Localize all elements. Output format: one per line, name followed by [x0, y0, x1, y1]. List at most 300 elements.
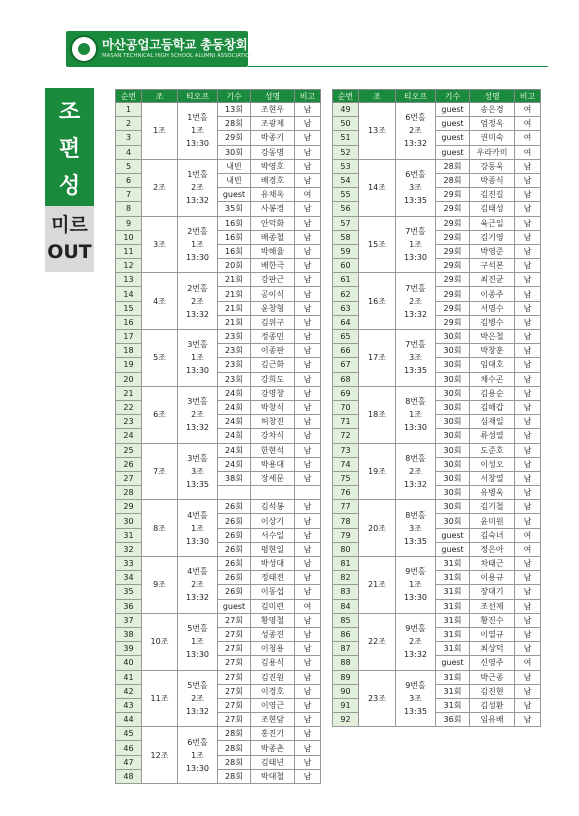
player-name: 김용식 [251, 656, 295, 670]
row-number: 59 [333, 244, 359, 258]
note: 남 [295, 571, 321, 585]
class-year: 31회 [436, 571, 470, 585]
player-name: 강차식 [251, 429, 295, 443]
tee-off-line: 13:32 [403, 139, 428, 149]
note: 남 [515, 642, 541, 656]
tee-off-line: 13:30 [185, 763, 210, 773]
group-label: 1조 [142, 103, 178, 160]
row-number: 23 [116, 415, 142, 429]
note: 남 [515, 471, 541, 485]
player-name: 최진균 [470, 273, 515, 287]
row-number: 71 [333, 415, 359, 429]
table-row [333, 557, 541, 571]
class-year: 29회 [436, 315, 470, 329]
tee-off-line: 3번홀 [187, 340, 208, 350]
class-year: 28회 [218, 769, 251, 783]
group-label: 11조 [142, 670, 178, 727]
side-title [45, 88, 94, 206]
note: 여 [295, 188, 321, 202]
player-name: 장세문 [251, 471, 295, 485]
table-row [116, 386, 321, 400]
class-year: 30회 [436, 386, 470, 400]
player-name: 안덕화 [251, 216, 295, 230]
player-name: 김병수 [470, 315, 515, 329]
note: 남 [515, 557, 541, 571]
note: 남 [295, 755, 321, 769]
player-name: 윤미원 [470, 514, 515, 528]
row-number: 84 [333, 599, 359, 613]
column-header: 기수 [436, 90, 470, 103]
tee-off-line: 2조 [191, 580, 204, 590]
tee-off-line: 9번홀 [405, 624, 426, 634]
table-row [116, 216, 321, 230]
player-name: 강판근 [251, 273, 295, 287]
player-name: 이열규 [470, 627, 515, 641]
note: 남 [515, 173, 541, 187]
note: 남 [515, 698, 541, 712]
class-year: 30회 [436, 486, 470, 500]
tee-off-line: 6번홀 [405, 170, 426, 180]
class-year: 26회 [218, 514, 251, 528]
class-year: 21회 [218, 273, 251, 287]
row-number: 12 [116, 259, 142, 273]
row-number: 31 [116, 528, 142, 542]
class-year: guest [436, 656, 470, 670]
row-number: 75 [333, 471, 359, 485]
player-name: 우라카미 [470, 145, 515, 159]
class-year: 24회 [218, 443, 251, 457]
note: 남 [295, 457, 321, 471]
tee-off-cell [178, 386, 218, 443]
row-number: 57 [333, 216, 359, 230]
player-name: 조선제 [470, 599, 515, 613]
row-number: 45 [116, 727, 142, 741]
tee-off-line: 1조 [409, 580, 422, 590]
class-year: 26회 [218, 542, 251, 556]
table-row [333, 159, 541, 173]
tee-off-line: 5번홀 [187, 680, 208, 690]
note: 남 [515, 443, 541, 457]
tee-off-line: 13:35 [403, 706, 428, 716]
tee-off-line: 2조 [191, 183, 204, 193]
row-number: 28 [116, 486, 142, 500]
class-year: 29회 [436, 273, 470, 287]
note: 남 [515, 500, 541, 514]
class-year: 26회 [218, 571, 251, 585]
row-number: 67 [333, 358, 359, 372]
class-year: 26회 [218, 500, 251, 514]
player-name: 박종촌 [251, 741, 295, 755]
tee-off-line: 13:32 [403, 309, 428, 319]
tee-off-line: 1조 [191, 353, 204, 363]
player-name: 김성환 [470, 698, 515, 712]
tee-off-cell [396, 613, 436, 670]
row-number: 20 [116, 372, 142, 386]
note: 여 [515, 145, 541, 159]
class-year: 29회 [436, 202, 470, 216]
row-number: 14 [116, 287, 142, 301]
row-number: 52 [333, 145, 359, 159]
note: 여 [515, 131, 541, 145]
row-number: 33 [116, 557, 142, 571]
class-year: 29회 [436, 301, 470, 315]
player-name: 유채옥 [251, 188, 295, 202]
class-year: 16회 [218, 216, 251, 230]
table-row [333, 330, 541, 344]
table-row [333, 103, 541, 117]
note: 남 [295, 330, 321, 344]
player-name: 이종판 [251, 344, 295, 358]
class-year: 23회 [218, 344, 251, 358]
player-name: 박대철 [251, 769, 295, 783]
note: 남 [295, 528, 321, 542]
tee-off-line: 13:35 [403, 196, 428, 206]
row-number: 64 [333, 315, 359, 329]
note: 남 [515, 514, 541, 528]
tee-off-line: 13:30 [403, 252, 428, 262]
row-number: 5 [116, 159, 142, 173]
class-year: 31회 [436, 599, 470, 613]
table-row [333, 670, 541, 684]
player-name: 김태성 [470, 202, 515, 216]
tee-off-cell [396, 386, 436, 443]
class-year: 31회 [436, 684, 470, 698]
row-number: 80 [333, 542, 359, 556]
player-name: 서수일 [251, 528, 295, 542]
player-name: 류성열 [470, 429, 515, 443]
tee-off-line: 3번홀 [187, 453, 208, 463]
player-name: 홍진기 [251, 727, 295, 741]
row-number: 19 [116, 358, 142, 372]
group-label: 8조 [142, 500, 178, 557]
player-name: 박창훈 [470, 344, 515, 358]
group-label: 9조 [142, 557, 178, 614]
row-number: 41 [116, 670, 142, 684]
note: 남 [295, 117, 321, 131]
note: 남 [515, 386, 541, 400]
note: 남 [515, 486, 541, 500]
row-number: 16 [116, 315, 142, 329]
note: 남 [515, 372, 541, 386]
player-name: 박해율 [251, 244, 295, 258]
note: 남 [295, 173, 321, 187]
player-name: 박영준 [470, 244, 515, 258]
row-number: 48 [116, 769, 142, 783]
player-name: 이상기 [251, 514, 295, 528]
class-year: guest [218, 599, 251, 613]
row-number: 24 [116, 429, 142, 443]
row-number: 83 [333, 585, 359, 599]
class-year: 21회 [218, 315, 251, 329]
player-name: 이종주 [470, 287, 515, 301]
player-name: 이용규 [470, 571, 515, 585]
note: 남 [295, 727, 321, 741]
player-name: 김미련 [251, 599, 295, 613]
player-name: 김해갑 [470, 400, 515, 414]
row-number: 13 [116, 273, 142, 287]
class-year: 30회 [436, 514, 470, 528]
tee-off-line: 2조 [191, 693, 204, 703]
row-number: 56 [333, 202, 359, 216]
row-number: 74 [333, 457, 359, 471]
class-year: guest [436, 117, 470, 131]
lineup-table-right [332, 89, 541, 727]
note: 남 [295, 315, 321, 329]
row-number: 55 [333, 188, 359, 202]
tee-off-line: 3조 [409, 693, 422, 703]
tee-off-cell [178, 500, 218, 557]
table-header-row [333, 90, 541, 103]
row-number: 46 [116, 741, 142, 755]
table-row [116, 670, 321, 684]
group-label: 18조 [359, 386, 396, 443]
tee-off-line: 1조 [191, 239, 204, 249]
tee-off-cell [396, 500, 436, 557]
note: 남 [295, 585, 321, 599]
class-year: 29회 [436, 287, 470, 301]
player-name: 박종기 [251, 131, 295, 145]
row-number: 66 [333, 344, 359, 358]
row-number: 63 [333, 301, 359, 315]
note: 남 [515, 159, 541, 173]
note: 여 [515, 528, 541, 542]
tee-off-line: 3조 [409, 353, 422, 363]
row-number: 62 [333, 287, 359, 301]
school-emblem-icon [70, 35, 98, 63]
row-number: 40 [116, 656, 142, 670]
player-name: 이영근 [251, 698, 295, 712]
table-row [116, 159, 321, 173]
note: 남 [295, 301, 321, 315]
row-number: 88 [333, 656, 359, 670]
column-header: 티오프 [396, 90, 436, 103]
player-name: 채수곤 [470, 372, 515, 386]
class-year: 20회 [218, 259, 251, 273]
tee-off-line: 7번홀 [405, 226, 426, 236]
row-number: 7 [116, 188, 142, 202]
class-year: 31회 [436, 557, 470, 571]
player-name: 김기영 [470, 230, 515, 244]
note: 남 [515, 202, 541, 216]
tee-off-line: 2조 [191, 410, 204, 420]
row-number: 1 [116, 103, 142, 117]
tee-off-line: 1번홀 [187, 113, 208, 123]
player-name: 평현일 [251, 542, 295, 556]
class-year: 23회 [218, 372, 251, 386]
tee-off-line: 7번홀 [405, 283, 426, 293]
tee-off-cell [396, 330, 436, 387]
note: 남 [515, 230, 541, 244]
player-name: 이동섭 [251, 585, 295, 599]
header-divider [248, 66, 548, 67]
row-number: 9 [116, 216, 142, 230]
tee-off-line: 6번홀 [187, 737, 208, 747]
class-year: guest [436, 131, 470, 145]
row-number: 77 [333, 500, 359, 514]
class-year: 23회 [218, 358, 251, 372]
class-year: 31회 [436, 670, 470, 684]
row-number: 60 [333, 259, 359, 273]
note: 남 [295, 542, 321, 556]
side-title-char: 조 [58, 100, 81, 125]
tee-off-line: 13:35 [185, 479, 210, 489]
tee-off-line: 13:30 [403, 593, 428, 603]
tee-off-line: 1조 [409, 239, 422, 249]
player-name: 강동욱 [470, 159, 515, 173]
tee-off-line: 4번홀 [187, 510, 208, 520]
class-year: 24회 [218, 415, 251, 429]
tee-off-line: 3번홀 [187, 397, 208, 407]
class-year: 30회 [436, 457, 470, 471]
note: 남 [295, 358, 321, 372]
side-panel [45, 88, 94, 272]
note: 남 [515, 188, 541, 202]
note: 남 [295, 471, 321, 485]
tee-off-line: 1조 [191, 637, 204, 647]
note [295, 486, 321, 500]
player-name: 이청용 [251, 642, 295, 656]
player-name: 김기철 [470, 500, 515, 514]
row-number: 4 [116, 145, 142, 159]
player-name: 권미숙 [470, 131, 515, 145]
row-number: 17 [116, 330, 142, 344]
tee-off-line: 13:32 [403, 479, 428, 489]
group-label: 7조 [142, 443, 178, 500]
class-year: guest [436, 145, 470, 159]
note: 남 [295, 244, 321, 258]
group-label: 10조 [142, 613, 178, 670]
tee-off-line: 3조 [409, 183, 422, 193]
player-name: 강희도 [251, 372, 295, 386]
row-number: 11 [116, 244, 142, 258]
row-number: 87 [333, 642, 359, 656]
group-label: 6조 [142, 386, 178, 443]
note: 남 [515, 244, 541, 258]
school-name: 마산공업고등학교 총동창회 [102, 37, 248, 52]
row-number: 43 [116, 698, 142, 712]
tee-off-line: 4번홀 [187, 567, 208, 577]
row-number: 51 [333, 131, 359, 145]
class-year: 21회 [218, 301, 251, 315]
class-year: 31회 [436, 698, 470, 712]
class-year: 29회 [218, 131, 251, 145]
note: 남 [295, 769, 321, 783]
tee-off-cell [178, 103, 218, 160]
player-name: 정은아 [470, 542, 515, 556]
table-row [116, 727, 321, 741]
table-row [333, 386, 541, 400]
group-label: 16조 [359, 273, 396, 330]
group-label: 21조 [359, 557, 396, 614]
course-line: OUT [47, 241, 92, 263]
row-number: 49 [333, 103, 359, 117]
class-year: 13회 [218, 103, 251, 117]
note: 남 [515, 627, 541, 641]
group-label: 4조 [142, 273, 178, 330]
class-year: 21회 [218, 287, 251, 301]
player-name: 조현우 [251, 103, 295, 117]
player-name: 심재일 [470, 415, 515, 429]
note: 남 [295, 698, 321, 712]
note: 남 [295, 429, 321, 443]
class-year: 35회 [218, 202, 251, 216]
note: 남 [295, 627, 321, 641]
player-name: 조광제 [251, 117, 295, 131]
note: 남 [295, 642, 321, 656]
group-label: 23조 [359, 670, 396, 727]
class-year: 28회 [218, 755, 251, 769]
class-year: 27회 [218, 684, 251, 698]
row-number: 32 [116, 542, 142, 556]
table-row [333, 273, 541, 287]
row-number: 27 [116, 471, 142, 485]
row-number: 50 [333, 117, 359, 131]
tee-off-cell [178, 216, 218, 273]
row-number: 47 [116, 755, 142, 769]
row-number: 89 [333, 670, 359, 684]
row-number: 69 [333, 386, 359, 400]
note: 남 [295, 287, 321, 301]
player-name: 김진현 [470, 684, 515, 698]
tee-off-cell [396, 103, 436, 160]
course-line: 미르 [51, 214, 88, 236]
class-year: 16회 [218, 230, 251, 244]
player-name: 김석봉 [251, 500, 295, 514]
player-name: 김근화 [251, 358, 295, 372]
player-name: 김위구 [251, 315, 295, 329]
class-year: 27회 [218, 627, 251, 641]
row-number: 18 [116, 344, 142, 358]
row-number: 90 [333, 684, 359, 698]
note: 남 [515, 613, 541, 627]
tee-off-cell [178, 330, 218, 387]
class-year: 27회 [218, 656, 251, 670]
class-year: 27회 [218, 670, 251, 684]
note: 남 [295, 230, 321, 244]
note: 남 [515, 599, 541, 613]
tee-off-cell [396, 159, 436, 216]
player-name: 김태년 [251, 755, 295, 769]
class-year: guest [436, 542, 470, 556]
note: 남 [295, 670, 321, 684]
player-name: 강동명 [251, 145, 295, 159]
tee-off-line: 13:32 [185, 423, 210, 433]
tee-off-cell [396, 273, 436, 330]
class-year: 30회 [436, 344, 470, 358]
player-name: 강명창 [251, 386, 295, 400]
class-year: 24회 [218, 457, 251, 471]
note: 여 [515, 542, 541, 556]
tee-off-line: 13:30 [185, 366, 210, 376]
class-year: 30회 [436, 358, 470, 372]
player-name: 윤창형 [251, 301, 295, 315]
player-name: 이성오 [470, 457, 515, 471]
player-name: 최상덕 [470, 642, 515, 656]
note: 남 [295, 131, 321, 145]
player-name: 이경호 [251, 684, 295, 698]
tee-off-line: 8번홀 [405, 453, 426, 463]
class-year: 26회 [218, 557, 251, 571]
tee-off-cell [178, 613, 218, 670]
class-year: 27회 [218, 713, 251, 727]
group-label: 15조 [359, 216, 396, 273]
note: 여 [515, 117, 541, 131]
group-label: 22조 [359, 613, 396, 670]
class-year: 내빈 [218, 159, 251, 173]
column-header: 순번 [116, 90, 142, 103]
column-header: 기수 [218, 90, 251, 103]
row-number: 10 [116, 230, 142, 244]
